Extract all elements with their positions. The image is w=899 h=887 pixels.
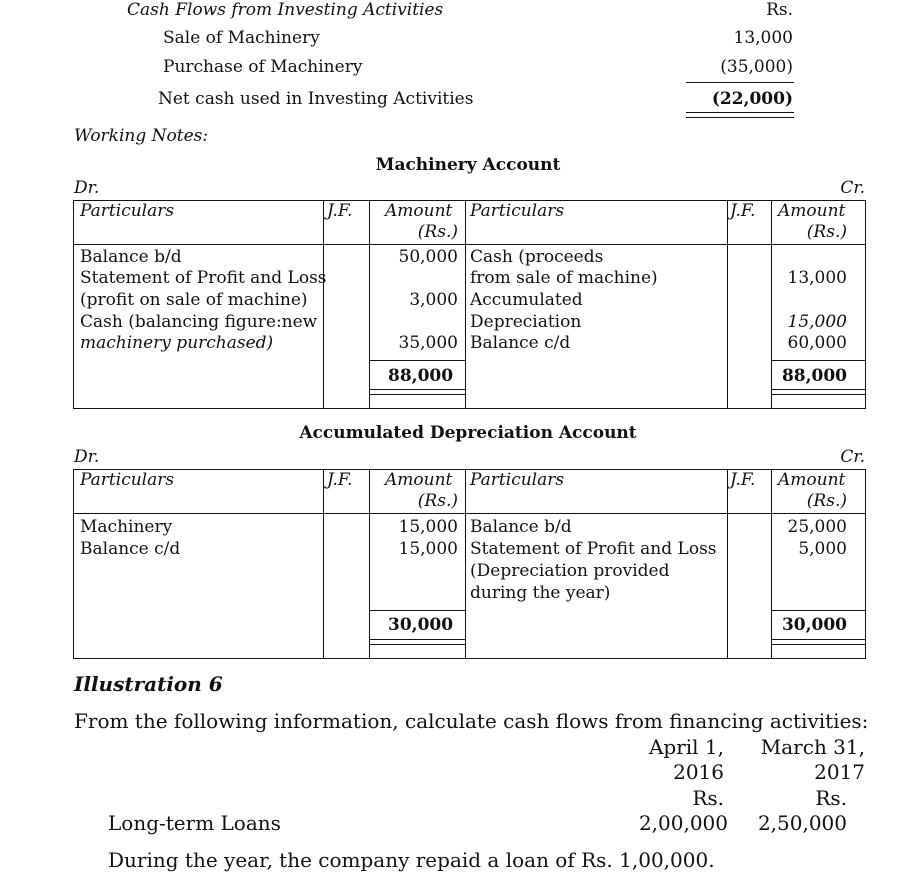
- machinery-hdr-jf-dr: J.F.: [327, 201, 353, 221]
- purchase-machinery-label: Purchase of Machinery: [163, 57, 363, 77]
- machinery-cr-row-3: Balance c/d: [470, 333, 571, 353]
- accdep-hdr-particulars-dr: Particulars: [80, 470, 175, 490]
- machinery-hdr-rs-cr: (Rs.): [806, 222, 847, 242]
- sale-machinery-value: 13,000: [733, 28, 793, 48]
- accdep-cr-row-2: Statement of Profit and Loss: [470, 539, 717, 559]
- accdep-col-sep-1: [323, 469, 324, 659]
- accdep-header-rule: [73, 513, 866, 514]
- net-investing-label: Net cash used in Investing Activities: [158, 89, 474, 109]
- machinery-col-sep-1: [323, 200, 324, 409]
- machinery-total-rule-dr: [370, 360, 466, 361]
- accdep-dr-amount-1: 15,000: [398, 517, 458, 537]
- illustration-title: Illustration 6: [74, 672, 223, 696]
- machinery-col-sep-4: [727, 200, 728, 409]
- investing-currency: Rs.: [766, 0, 793, 20]
- machinery-account-title: Machinery Account: [375, 155, 561, 175]
- machinery-total-cr: 88,000: [781, 366, 847, 386]
- accdep-total-dr: 30,000: [388, 615, 454, 635]
- machinery-cr-amount-1: 13,000: [787, 268, 847, 288]
- machinery-cr-row-2: Accumulated: [470, 290, 583, 310]
- machinery-hdr-particulars-dr: Particulars: [80, 201, 175, 221]
- machinery-dr-amount-3: 35,000: [398, 333, 458, 353]
- accdep-dr-row-2: Balance c/d: [80, 539, 181, 559]
- machinery-cr: Cr.: [840, 178, 865, 198]
- accdep-col-sep-4: [727, 469, 728, 659]
- accdep-hdr-rs-cr: (Rs.): [806, 491, 847, 511]
- accdep-total-cr: 30,000: [781, 615, 847, 635]
- long-term-loans-2017: 2,50,000: [757, 811, 847, 835]
- accdep-hdr-particulars-cr: Particulars: [470, 470, 565, 490]
- machinery-dr-amount-2: 3,000: [409, 290, 458, 310]
- accdep-cr-row-1: Balance b/d: [470, 517, 572, 537]
- accdep-hdr-jf-cr: J.F.: [730, 470, 756, 490]
- illustration-question: From the following information, calculate cash flows from financing activities:: [74, 709, 869, 733]
- purchase-machinery-value: (35,000): [720, 57, 793, 77]
- accdep-cr-row-2b: (Depreciation provided: [470, 561, 670, 581]
- machinery-dr-amount-1: 50,000: [398, 247, 458, 267]
- accdep-hdr-amount-cr: Amount: [778, 470, 846, 490]
- accdep-hdr-rs-dr: (Rs.): [417, 491, 458, 511]
- machinery-hdr-particulars-cr: Particulars: [470, 201, 565, 221]
- accdep-account-title: Accumulated Depreciation Account: [299, 423, 637, 443]
- machinery-cr-row-2b: Depreciation: [470, 312, 582, 332]
- machinery-dbl-rule-dr-2: [370, 394, 466, 395]
- accdep-hdr-jf-dr: J.F.: [327, 470, 353, 490]
- accdep-cr-row-2c: during the year): [470, 583, 611, 603]
- accdep-cr-amount-1: 25,000: [787, 517, 847, 537]
- total-rule-1: [686, 112, 794, 113]
- machinery-hdr-jf-cr: J.F.: [730, 201, 756, 221]
- machinery-hdr-amount-dr: Amount: [385, 201, 453, 221]
- accdep-col-sep-3: [465, 469, 466, 659]
- subtotal-rule: [686, 82, 794, 83]
- accdep-dr-amount-2: 15,000: [398, 539, 458, 559]
- machinery-cr-amount-2: 15,000: [787, 312, 847, 332]
- col2-line2: 2017: [814, 760, 865, 784]
- working-notes-label: Working Notes:: [74, 126, 209, 146]
- machinery-dr-row-3b: machinery purchased): [80, 333, 274, 353]
- machinery-cr-row-1: Cash (proceeds: [470, 247, 604, 267]
- investing-heading: Cash Flows from Investing Activities: [127, 0, 444, 20]
- machinery-hdr-rs-dr: (Rs.): [417, 222, 458, 242]
- accdep-hdr-amount-dr: Amount: [385, 470, 453, 490]
- accdep-dbl-rule-dr-2: [370, 644, 466, 645]
- col2-line1: March 31,: [760, 735, 865, 759]
- machinery-total-dr: 88,000: [388, 366, 454, 386]
- machinery-dr-row-2b: (profit on sale of machine): [80, 290, 308, 310]
- accdep-dbl-rule-cr-1: [772, 639, 866, 640]
- machinery-dbl-rule-dr-1: [370, 389, 466, 390]
- machinery-dr: Dr.: [74, 178, 100, 198]
- machinery-dr-row-2: Statement of Profit and Loss: [80, 268, 327, 288]
- total-rule-2: [686, 117, 794, 118]
- machinery-hdr-amount-cr: Amount: [778, 201, 846, 221]
- net-investing-value: (22,000): [711, 89, 793, 109]
- accdep-dbl-rule-cr-2: [772, 644, 866, 645]
- accdep-total-rule-dr: [370, 610, 466, 611]
- machinery-cr-amount-3: 60,000: [787, 333, 847, 353]
- machinery-dbl-rule-cr-1: [772, 389, 866, 390]
- col1-line1: April 1,: [648, 735, 724, 759]
- machinery-cr-row-1b: from sale of machine): [470, 268, 658, 288]
- machinery-header-rule: [73, 244, 866, 245]
- machinery-col-sep-3: [465, 200, 466, 409]
- accdep-cr-amount-2: 5,000: [798, 539, 847, 559]
- accdep-cr: Cr.: [840, 447, 865, 467]
- machinery-dr-row-3: Cash (balancing figure:new: [80, 312, 318, 332]
- accdep-dr-row-1: Machinery: [80, 517, 173, 537]
- machinery-total-rule-cr: [772, 360, 866, 361]
- col1-rs: Rs.: [692, 786, 724, 810]
- col1-line2: 2016: [673, 760, 724, 784]
- machinery-dr-row-1: Balance b/d: [80, 247, 182, 267]
- accdep-dbl-rule-dr-1: [370, 639, 466, 640]
- illustration-note: During the year, the company repaid a loan of Rs. 1,00,000.: [108, 848, 715, 872]
- long-term-loans-label: Long-term Loans: [108, 811, 281, 835]
- sale-machinery-label: Sale of Machinery: [163, 28, 320, 48]
- machinery-dbl-rule-cr-2: [772, 394, 866, 395]
- accdep-dr: Dr.: [74, 447, 100, 467]
- col2-rs: Rs.: [815, 786, 847, 810]
- accdep-total-rule-cr: [772, 610, 866, 611]
- long-term-loans-2016: 2,00,000: [638, 811, 728, 835]
